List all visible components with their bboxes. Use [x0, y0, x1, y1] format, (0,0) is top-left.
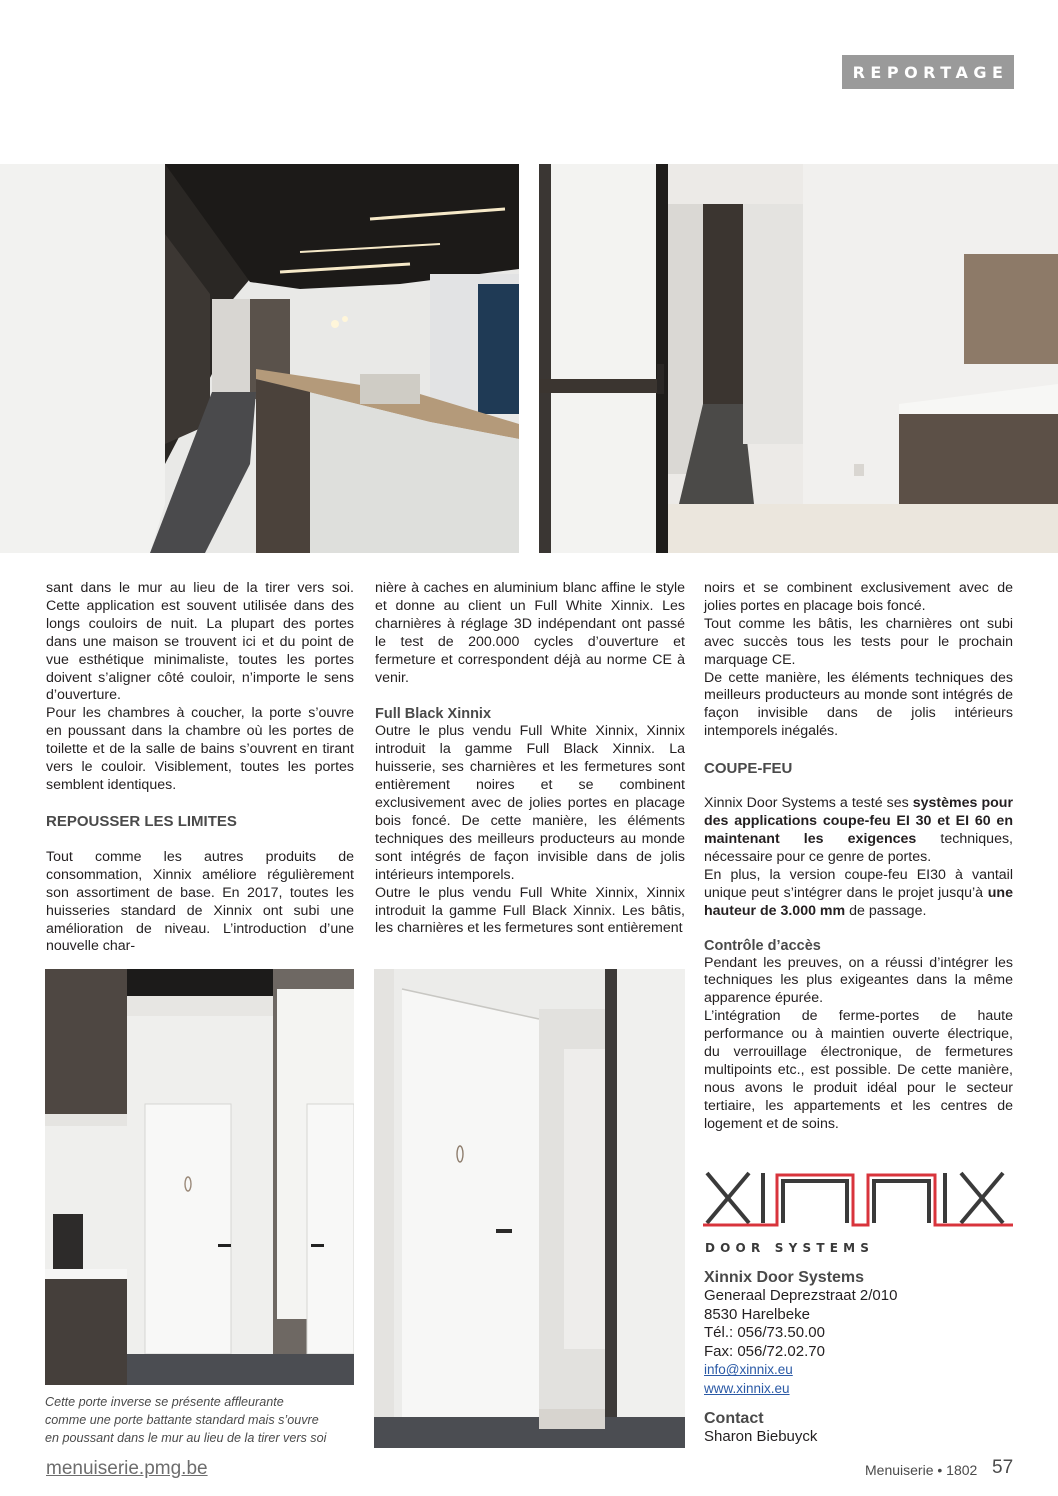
paragraph: sant dans le mur au lieu de la tirer vers soi. Cette application est souvent utilisée dans des longs couloirs de nuit. La plupart des portes dans une maison se trouvent ici et du point de vue esthétique minimaliste, toutes les portes doivent s’aligner côté couloir, n’importe le sens d’ouverture.	[46, 580, 354, 704]
photo-kitchen-flush-door	[45, 969, 354, 1385]
photo-caption: Cette porte inverse se présente affleurante comme une porte battante standard mais s’ouvre en poussant dans le mur au lieu de la tirer vers soi	[45, 1395, 327, 1445]
address-line: Generaal Deprezstraat 2/010	[704, 1287, 898, 1304]
text-column-2	[375, 580, 685, 938]
paragraph: Outre le plus vendu Full White Xinnix, Xinnix introduit la gamme Full Black Xinnix. La huisserie, ses charnières et les fermetures sont entièrement noires et se combinent exclusivement avec de jolies portes en placage bois foncé. De cette manière, les éléments techniques des meilleurs producteurs au monde sont intégrés de façon invisible dans de jolis intérieurs intemporels.	[375, 723, 685, 883]
email-link[interactable]: info@xinnix.eu	[704, 1362, 793, 1378]
page-number: 57	[992, 1457, 1014, 1478]
paragraph: Xinnix Door Systems a testé ses systèmes pour des applications coupe-feu EI 30 et EI 60 en maintenant les exigences techniques, nécessaire pour ce genre de portes.	[704, 795, 1013, 865]
section-heading: COUPE-FEU	[704, 760, 793, 778]
text-column-3	[704, 580, 1013, 1134]
phone-number: Tél.: 056/73.50.00	[704, 1324, 825, 1342]
paragraph: Pour les chambres à coucher, la porte s’ouvre en poussant dans la chambre où les portes de toilette et de la salle de bains s’ouvrent en tirant vers le couloir. Visiblement, toutes les portes semblent identiques.	[46, 705, 354, 793]
paragraph: En plus, la version coupe-feu EI30 à vantail unique peut s’intégrer dans le projet jusqu’à une hauteur de 3.000 mm de passage.	[704, 866, 1013, 919]
fax-number: Fax: 056/72.02.70	[704, 1342, 825, 1360]
paragraph: De cette manière, les éléments techniques des meilleurs producteurs au monde sont intégrés de façon invisible dans de jolis intérieurs intemporels inégalés.	[704, 669, 1013, 740]
paragraph: Tout comme les bâtis, les charnières ont subi avec succès tous les tests pour le prochain marquage CE.	[704, 615, 1013, 668]
photo-office-corridor	[0, 164, 519, 553]
paragraph: Outre le plus vendu Full White Xinnix, Xinnix introduit la gamme Full Black Xinnix. Les bâtis, les charnières et les fermetures sont entièrement	[375, 884, 685, 937]
emphasis: systèmes pour des applications coupe-feu EI 30 et EI 60 en maintenant les exigences	[704, 795, 1013, 847]
paragraph: noirs et se combinent exclusivement avec de jolies portes en placage bois foncé.	[704, 580, 1013, 614]
contact-title: Contact	[704, 1409, 764, 1427]
xinnix-logo	[703, 1165, 1013, 1257]
section-heading: Full Black Xinnix	[375, 706, 492, 723]
address-line: 8530 Harelbeke	[704, 1305, 810, 1323]
paragraph: L’intégration de ferme-portes de haute performance ou à maintien ouverte électrique, du verrouillage électronique, de fermetures multipoints etc., est possible. De cette manière, nous avons le produit idéal pour le secteur tertiaire, les appartements et les centres de logement et de soins.	[704, 1008, 1013, 1132]
emphasis: une hauteur de 3.000 mm	[704, 884, 1013, 919]
photo-white-door-corridor	[539, 164, 1058, 553]
svg-text:DOOR SYSTEMS: DOOR SYSTEMS	[705, 1241, 875, 1255]
section-tag: REPORTAGE	[842, 55, 1014, 89]
paragraph: nière à caches en aluminium blanc affine le style et donne au client un Full White Xinnix. Les charnières à réglage 3D indépendant ont passé le test de 200.000 cycles d’ouverture et fermeture et correspondent déjà au norme CE à venir.	[375, 580, 685, 686]
contact-name: Sharon Biebuyck	[704, 1428, 818, 1446]
section-heading: REPOUSSER LES LIMITES	[46, 812, 237, 830]
paragraph: Tout comme les autres produits de consommation, Xinnix améliore régulièrement son assortiment de base. En 2017, toutes les huisseries standard de Xinnix ont subi une amélioration de niveau. L’introduction d’une nouvelle char-	[46, 848, 354, 955]
website-link[interactable]: www.xinnix.eu	[704, 1380, 790, 1396]
company-name: Xinnix Door Systems	[704, 1269, 865, 1286]
footer-website-link[interactable]: menuiserie.pmg.be	[46, 1458, 208, 1479]
contact-block	[704, 1268, 1004, 1447]
sub-heading: Contrôle d’accès	[704, 937, 821, 954]
footer-magazine-issue: Menuiserie • 1802	[865, 1462, 978, 1478]
photo-flush-white-door	[374, 969, 685, 1448]
text-column-1	[46, 580, 354, 956]
paragraph: Pendant les preuves, on a réussi d’intégrer les techniques les plus exigeantes dans la même apparence épurée.	[704, 954, 1013, 1007]
